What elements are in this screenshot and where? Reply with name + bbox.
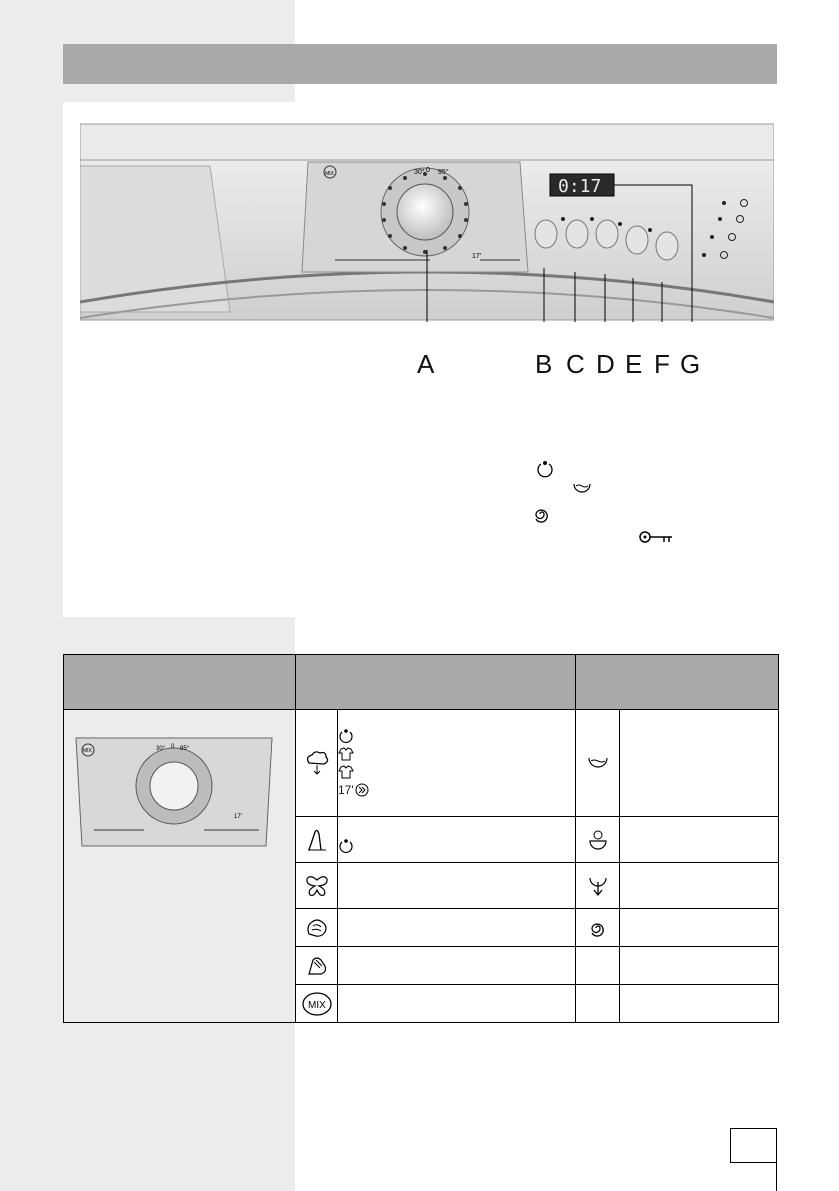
thumb-temp-30: 30° xyxy=(156,746,166,752)
page-edge-line xyxy=(776,1161,777,1191)
option-icon-cell xyxy=(576,947,620,985)
program-icon-cell xyxy=(296,947,338,985)
thumb-temp-95: 95° xyxy=(180,746,190,752)
callout-d: D xyxy=(596,349,615,379)
program-subicons-cell xyxy=(338,985,576,1023)
option-icon-cell xyxy=(576,817,620,863)
start-delay-icon xyxy=(338,728,354,744)
option-text-cell xyxy=(620,710,779,817)
dial-label-mix: MIX xyxy=(325,171,334,177)
flower-bowl-icon xyxy=(587,828,609,852)
wool-icon xyxy=(305,916,329,940)
thumb-label-17: 17' xyxy=(234,814,242,820)
callout-b: B xyxy=(535,349,553,379)
table-header-options xyxy=(576,655,779,710)
rinse-hold-icon xyxy=(586,753,610,773)
synthetic-icon xyxy=(305,826,329,854)
option-icon-cell xyxy=(576,909,620,947)
option-text-cell xyxy=(620,947,779,985)
option-text-cell xyxy=(620,909,779,947)
dial-thumbnail-cell xyxy=(64,710,296,1023)
thumb-mix-label: MIX xyxy=(83,748,92,754)
dial-temp-95: 95° xyxy=(438,169,449,176)
quick-17-label: 17' xyxy=(338,783,354,797)
display-readout: 0:17 xyxy=(558,176,602,197)
dial-temp-0: 0 xyxy=(426,167,430,174)
start-delay-icon xyxy=(338,838,354,854)
program-subicons-cell xyxy=(338,947,576,985)
program-subicons-cell xyxy=(338,909,576,947)
butterfly-delicate-icon xyxy=(304,874,330,898)
callout-f: F xyxy=(654,349,670,379)
program-icon-cell xyxy=(296,710,338,817)
table-header-panel xyxy=(64,655,296,710)
table-header-programs xyxy=(296,655,576,710)
thumb-temp-0: 0 xyxy=(171,744,175,750)
shirt-icon xyxy=(338,746,354,762)
program-subicons-cell xyxy=(338,710,576,817)
hand-wash-icon xyxy=(305,954,329,978)
page-number-box xyxy=(730,1128,777,1163)
dial-temp-30: 30° xyxy=(414,169,425,176)
program-subicons-cell xyxy=(338,863,576,909)
callout-a: A xyxy=(417,349,435,379)
program-icon-cell xyxy=(296,909,338,947)
program-table xyxy=(63,654,779,1023)
power-icon xyxy=(536,460,554,478)
option-icon-cell xyxy=(576,710,620,817)
program-icon-cell xyxy=(296,985,338,1023)
section-header-bar xyxy=(63,44,777,84)
mix-icon xyxy=(301,991,333,1017)
option-icon-cell xyxy=(576,863,620,909)
callout-g: G xyxy=(680,349,701,379)
door-lock-key-icon xyxy=(638,530,674,544)
spin-icon xyxy=(588,918,608,938)
dial-label-17: 17' xyxy=(472,253,482,260)
mix-icon-label: MIX xyxy=(307,999,326,1011)
control-panel-illustration xyxy=(80,122,774,322)
option-text-cell xyxy=(620,817,779,863)
dial-thumbnail xyxy=(74,736,274,848)
callout-e: E xyxy=(625,349,643,379)
option-text-cell xyxy=(620,863,779,909)
shirt-outline-icon xyxy=(338,764,354,780)
spin-icon xyxy=(533,505,551,523)
cotton-icon xyxy=(303,749,331,777)
drain-icon xyxy=(587,874,609,898)
callout-c: C xyxy=(566,349,585,379)
program-icon-cell xyxy=(296,863,338,909)
rinse-hold-icon xyxy=(572,480,592,496)
option-icon-cell xyxy=(576,985,620,1023)
program-subicons-cell xyxy=(338,817,576,863)
program-icon-cell xyxy=(296,817,338,863)
option-text-cell xyxy=(620,985,779,1023)
quick-17-icon xyxy=(354,782,370,798)
